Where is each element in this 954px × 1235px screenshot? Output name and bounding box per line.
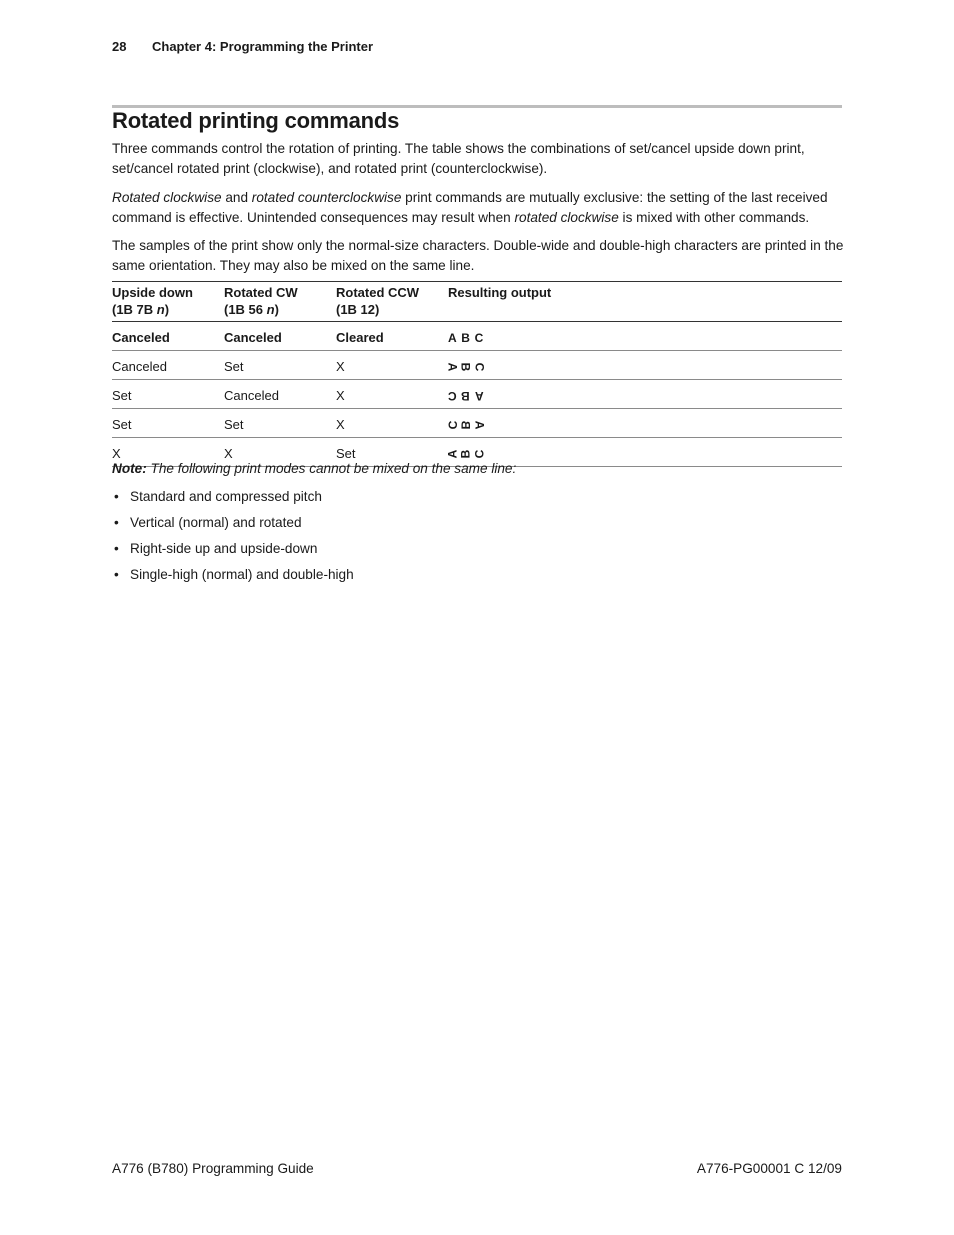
table-cell-cw: Set	[224, 409, 336, 438]
table-cell-cw: Set	[224, 351, 336, 380]
intro-paragraph	[112, 139, 847, 178]
output-glyph: B	[458, 449, 473, 458]
table-row	[112, 380, 842, 409]
table-row	[112, 409, 842, 438]
list-item-text: Vertical (normal) and rotated	[130, 515, 302, 530]
samples-paragraph-text: The samples of the print show only the normal-size characters. Double-wide and double-high characters are printed in the same orientation. They may also be mixed on the same line.	[112, 238, 844, 273]
table-cell-upside: Canceled	[112, 322, 224, 351]
table-cell-upside: Set	[112, 409, 224, 438]
page-number: 28	[112, 39, 127, 54]
output-glyph: A	[445, 449, 460, 458]
table-row	[112, 351, 842, 380]
col-header-rotated-cw: Rotated CW (1B 56 n)	[224, 282, 336, 322]
col-header-rotated-ccw: Rotated CCW (1B 12)	[336, 282, 448, 322]
bullet-marker: •	[114, 489, 119, 504]
intro-paragraph-text: Three commands control the rotation of printing. The table shows the combinations of set/cancel upside down print, set/cancel rotated print (clockwise), and rotated print (counterclockwise).	[112, 141, 805, 176]
table-cell-ccw: Cleared	[336, 322, 448, 351]
table-cell-upside: X	[112, 438, 224, 467]
table-cell-output	[448, 380, 842, 409]
output-glyph: C	[448, 388, 457, 403]
output-glyph: A	[445, 362, 460, 371]
exclusive-paragraph-text	[112, 188, 847, 227]
text-run: print commands are mutually exclusive: the setting of the last received command is effective. Unintended consequences may result when	[112, 190, 828, 225]
col-header-resulting-output: Resulting output	[448, 282, 842, 322]
table-cell-ccw: Set	[336, 438, 448, 467]
output-glyph: A	[474, 388, 484, 403]
output-glyph: C	[474, 330, 484, 345]
chapter-title: Chapter 4: Programming the Printer	[152, 39, 374, 54]
bullet-marker: •	[114, 515, 119, 530]
col-header-upside-down: Upside down (1B 7B n)	[112, 282, 224, 322]
table-header-row	[112, 282, 842, 322]
list-item	[112, 567, 354, 593]
output-glyph: B	[458, 420, 473, 429]
table-body	[112, 322, 842, 467]
output-glyph: A	[471, 420, 486, 429]
list-item-text: Single-high (normal) and double-high	[130, 567, 354, 582]
table-cell-cw: Canceled	[224, 322, 336, 351]
text-run: and	[221, 190, 252, 205]
table-cell-upside: Canceled	[112, 351, 224, 380]
text-run: is mixed with other commands.	[618, 209, 810, 225]
list-item	[112, 515, 354, 541]
output-glyph: C	[445, 420, 460, 429]
output-glyph: A	[448, 330, 457, 345]
list-item-text: Standard and compressed pitch	[130, 489, 322, 504]
print-modes-list	[112, 489, 354, 593]
bullet-marker: •	[114, 541, 119, 556]
output-glyph: C	[471, 362, 486, 371]
note-label: Note:	[112, 461, 147, 476]
table-row	[112, 322, 842, 351]
list-item-text: Right-side up and upside-down	[130, 541, 318, 556]
list-item	[112, 541, 354, 567]
output-glyph: B	[461, 388, 470, 403]
table-cell-cw: Canceled	[224, 380, 336, 409]
list-item	[112, 489, 354, 515]
table-cell-ccw: X	[336, 351, 448, 380]
italic-term: rotated clockwise	[514, 209, 619, 225]
table-cell-output	[445, 351, 842, 380]
output-glyph: B	[458, 362, 473, 371]
table-cell-cw: X	[224, 438, 336, 467]
table-cell-ccw: X	[336, 409, 448, 438]
running-head	[112, 39, 373, 54]
exclusive-paragraph	[112, 188, 847, 227]
table-cell-ccw: X	[336, 380, 448, 409]
samples-paragraph	[112, 236, 847, 275]
table-cell-output	[448, 322, 842, 351]
output-glyph: C	[471, 449, 486, 458]
note-text: The following print modes cannot be mixed on the same line:	[146, 461, 517, 476]
rotation-table	[112, 281, 842, 467]
footer-doc-number: A776-PG00001 C 12/09	[696, 1161, 842, 1176]
note	[112, 461, 516, 476]
italic-term: Rotated clockwise	[112, 190, 222, 205]
bullet-marker: •	[114, 567, 119, 582]
table-cell-upside: Set	[112, 380, 224, 409]
footer-guide-title: A776 (B780) Programming Guide	[112, 1161, 314, 1176]
page-title: Rotated printing commands	[112, 108, 400, 133]
italic-term: rotated counterclockwise	[251, 190, 402, 205]
table-cell-output	[445, 409, 842, 438]
output-glyph: B	[461, 330, 470, 345]
